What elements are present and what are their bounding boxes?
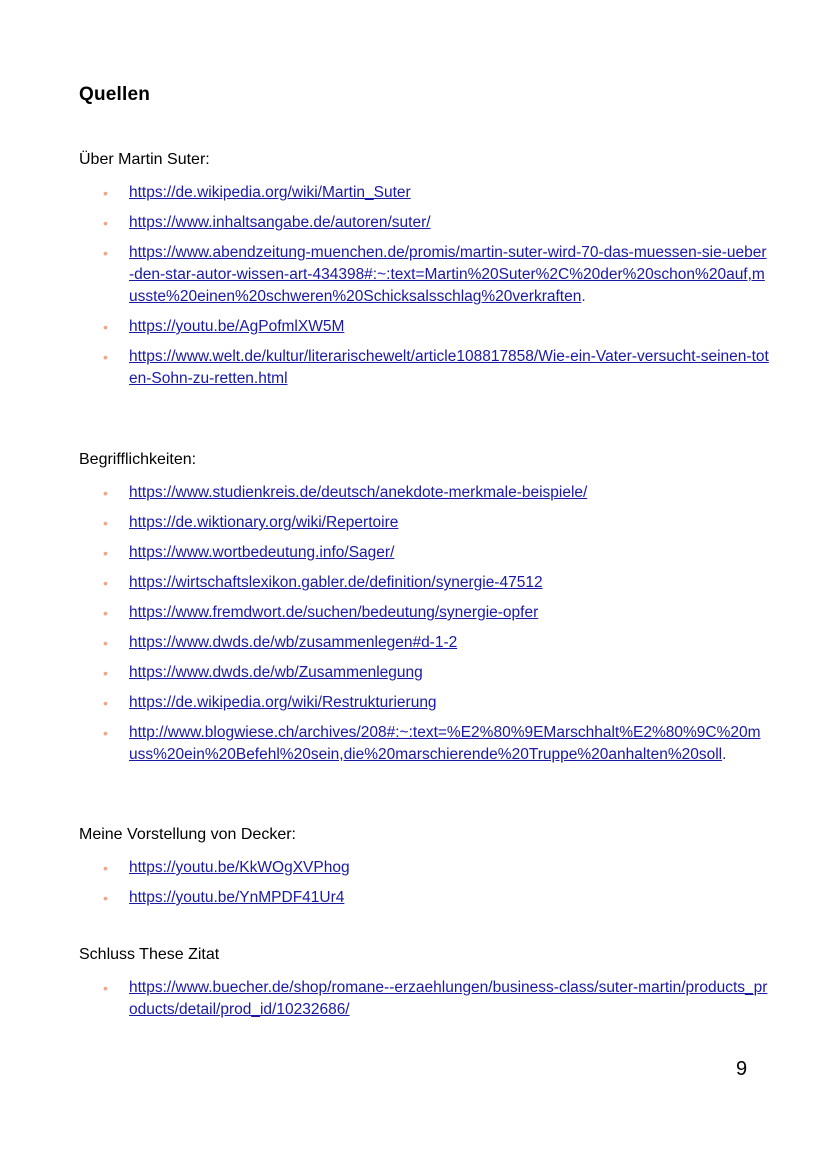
list-item	[79, 662, 769, 684]
section-heading: Begrifflichkeiten:	[79, 451, 197, 468]
source-link[interactable]: https://youtu.be/KkWOgXVPhog	[129, 859, 350, 876]
bullet-icon: •	[103, 319, 108, 335]
bullet-icon: •	[103, 725, 108, 741]
list-item	[79, 346, 769, 390]
list-item	[79, 692, 769, 714]
section-heading: Meine Vorstellung von Decker:	[79, 826, 296, 843]
source-link[interactable]: http://www.blogwiese.ch/archives/208#:~:text=%E2%80%9EMarschhalt%E2%80%9C%20muss%20ein%20Befehl%20sein,die%20marschierende%20Truppe%20anhalten%20soll	[129, 724, 761, 763]
list-item	[79, 857, 769, 879]
section-vorstellung-decker	[79, 823, 769, 917]
list-item	[79, 572, 769, 594]
source-link[interactable]: https://www.dwds.de/wb/Zusammenlegung	[129, 664, 423, 681]
bullet-icon: •	[103, 545, 108, 561]
section-heading: Schluss These Zitat	[79, 946, 220, 963]
section-heading: Über Martin Suter:	[79, 151, 210, 168]
bullet-icon: •	[103, 635, 108, 651]
list-item	[79, 542, 769, 564]
list-item	[79, 887, 769, 909]
section-begrifflichkeiten	[79, 448, 769, 774]
source-link[interactable]: https://www.inhaltsangabe.de/autoren/suter/	[129, 214, 431, 231]
section-about-martin-suter	[79, 148, 769, 398]
bullet-icon: •	[103, 515, 108, 531]
link-list	[79, 482, 769, 766]
source-link[interactable]: https://wirtschaftslexikon.gabler.de/definition/synergie-47512	[129, 574, 543, 591]
bullet-icon: •	[103, 245, 108, 261]
source-link[interactable]: https://youtu.be/AgPofmlXW5M	[129, 318, 345, 335]
source-link[interactable]: https://www.fremdwort.de/suchen/bedeutung/synergie-opfer	[129, 604, 539, 621]
bullet-icon: •	[103, 215, 108, 231]
list-item	[79, 212, 769, 234]
bullet-icon: •	[103, 485, 108, 501]
list-item	[79, 977, 769, 1021]
link-list	[79, 977, 769, 1021]
bullet-icon: •	[103, 665, 108, 681]
list-item	[79, 316, 769, 338]
list-item	[79, 482, 769, 504]
link-trailing-punctuation: .	[581, 288, 586, 305]
bullet-icon: •	[103, 695, 108, 711]
link-trailing-punctuation: .	[722, 746, 727, 763]
list-item	[79, 512, 769, 534]
source-link[interactable]: https://youtu.be/YnMPDF41Ur4	[129, 889, 345, 906]
page-number: 9	[736, 1058, 748, 1080]
source-link[interactable]: https://de.wikipedia.org/wiki/Martin_Suter	[129, 184, 411, 201]
bullet-icon: •	[103, 980, 108, 996]
source-link[interactable]: https://www.wortbedeutung.info/Sager/	[129, 544, 395, 561]
source-link[interactable]: https://de.wiktionary.org/wiki/Repertoire	[129, 514, 399, 531]
link-list	[79, 182, 769, 390]
source-link[interactable]: https://www.abendzeitung-muenchen.de/promis/martin-suter-wird-70-das-muessen-sie-ueber-den-star-autor-wissen-art-434398#:~:text=Martin%20Suter%2C%20der%20schon%20auf,musste%20einen%20schweren%20Schicksalsschlag%20verkraften	[129, 244, 767, 305]
section-schluss-these-zitat	[79, 943, 769, 1029]
source-link[interactable]: https://www.welt.de/kultur/literarischewelt/article108817858/Wie-ein-Vater-versucht-seinen-toten-Sohn-zu-retten.html	[129, 348, 769, 387]
bullet-icon: •	[103, 890, 108, 906]
list-item	[79, 722, 769, 766]
bullet-icon: •	[103, 185, 108, 201]
list-item	[79, 242, 769, 308]
list-item	[79, 602, 769, 624]
list-item	[79, 632, 769, 654]
source-link[interactable]: https://www.buecher.de/shop/romane--erzaehlungen/business-class/suter-martin/products_products/detail/prod_id/10232686/	[129, 979, 768, 1018]
bullet-icon: •	[103, 860, 108, 876]
source-link[interactable]: https://www.studienkreis.de/deutsch/anekdote-merkmale-beispiele/	[129, 484, 588, 501]
source-link[interactable]: https://de.wikipedia.org/wiki/Restrukturierung	[129, 694, 437, 711]
bullet-icon: •	[103, 575, 108, 591]
source-link[interactable]: https://www.dwds.de/wb/zusammenlegen#d-1-2	[129, 634, 458, 651]
link-list	[79, 857, 769, 909]
bullet-icon: •	[103, 349, 108, 365]
page-title: Quellen	[79, 84, 151, 105]
list-item	[79, 182, 769, 204]
bullet-icon: •	[103, 605, 108, 621]
